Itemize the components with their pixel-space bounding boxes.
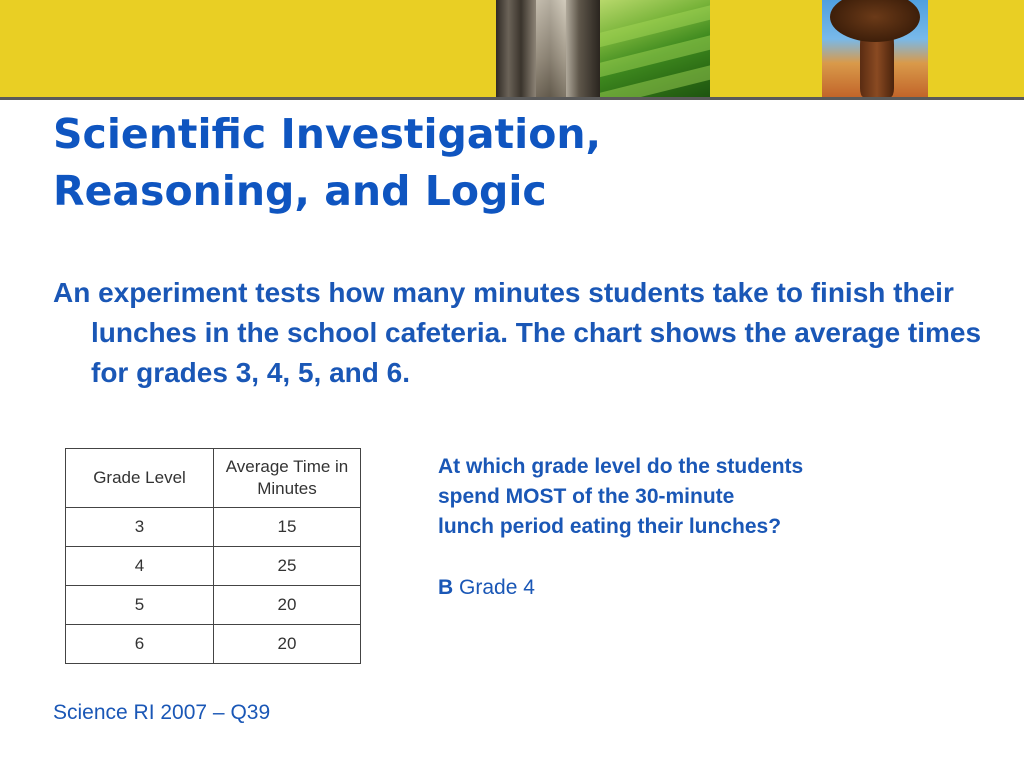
question-text: At which grade level do the students spend MOST of the 30-minute lunch period eating their lunches? — [438, 455, 804, 538]
cell-grade: 3 — [66, 508, 214, 547]
slide-title: Scientific Investigation, Reasoning, and Logic — [53, 110, 602, 215]
source-citation: Science RI 2007 – Q39 — [53, 701, 271, 724]
cell-grade: 6 — [66, 625, 214, 664]
header-banner — [0, 0, 1024, 97]
table-row — [66, 586, 361, 625]
cell-time: 15 — [214, 508, 361, 547]
cell-grade: 4 — [66, 547, 214, 586]
cell-time: 25 — [214, 547, 361, 586]
answer-text: Grade 4 — [459, 576, 535, 599]
table-row — [66, 625, 361, 664]
cell-time: 20 — [214, 586, 361, 625]
table-row — [66, 508, 361, 547]
grade-time-table — [65, 448, 361, 664]
banner-divider — [0, 97, 1024, 100]
table-header-row — [66, 449, 361, 508]
answer-line — [438, 573, 535, 603]
header-grade-level: Grade Level — [66, 449, 214, 508]
window-light-photo — [496, 0, 600, 97]
grade-time-table-container — [65, 448, 361, 664]
tree-photo — [822, 0, 928, 97]
header-average-time: Average Time in Minutes — [214, 449, 361, 508]
cell-time: 20 — [214, 625, 361, 664]
green-field-photo — [600, 0, 710, 97]
intro-paragraph: An experiment tests how many minutes students take to finish their lunches in the school cafeteria. The chart shows the average times for grades 3, 4, 5, and 6. — [53, 277, 982, 388]
table-row — [66, 547, 361, 586]
answer-letter: B — [438, 576, 454, 599]
cell-grade: 5 — [66, 586, 214, 625]
